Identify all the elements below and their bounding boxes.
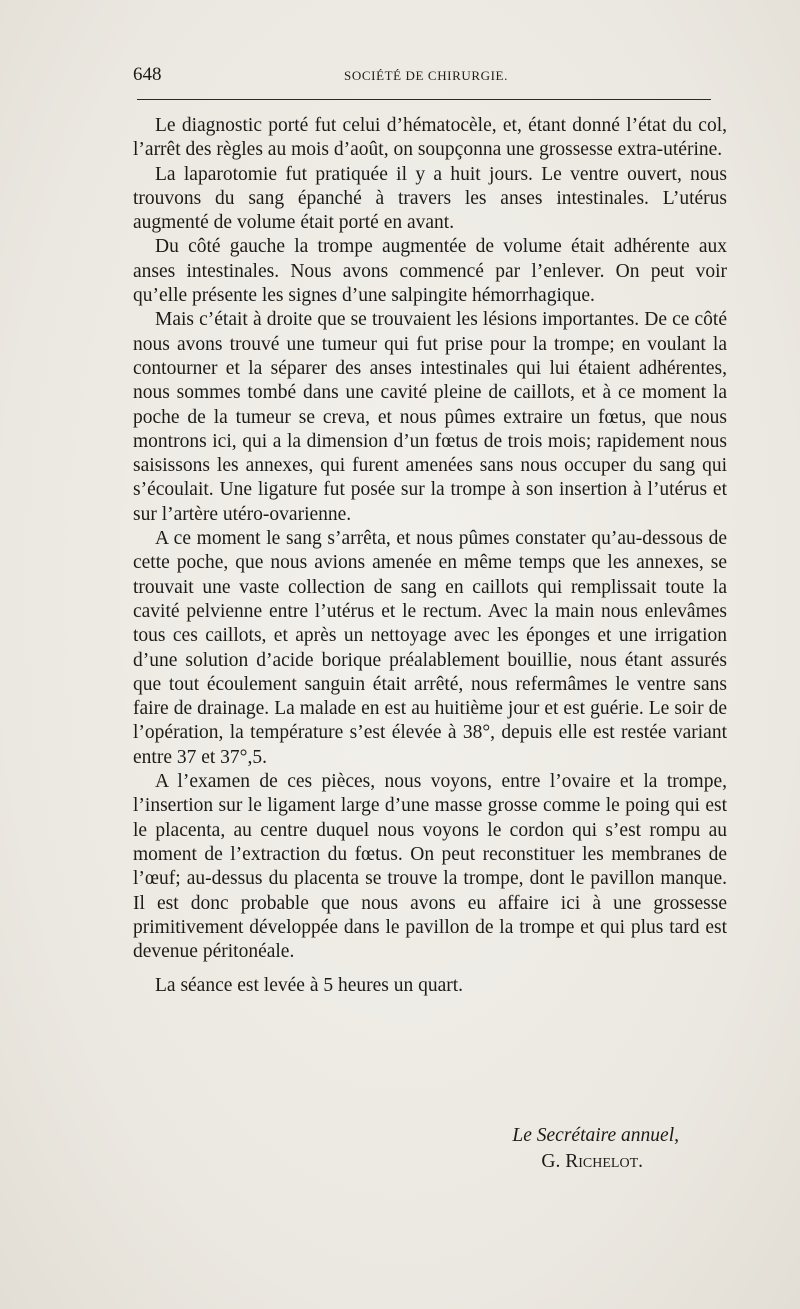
signature-role: Le Secrétaire annuel, bbox=[512, 1125, 679, 1146]
paragraph: Le diagnostic porté fut celui d’hématocèle, et, étant donné l’état du col, l’arrêt des règles au mois d’août, on soupçonna une grossesse extra-utérine. bbox=[133, 115, 727, 161]
paragraph: La laparotomie fut pratiquée il y a huit jours. Le ventre ouvert, nous trouvons du sang épanché à travers les anses intestinales. L’utérus augmenté de volume était porté en avant. bbox=[133, 163, 727, 234]
paragraph: Du côté gauche la trompe augmentée de volume était adhérente aux anses intestinales. Nous avons commencé par l’enlever. On peut voir qu’elle présente les signes d’une salpingite hémorrhagique. bbox=[133, 236, 727, 307]
paragraph: Mais c’était à droite que se trouvaient les lésions importantes. De ce côté nous avons trouvé une tumeur qui fut prise pour la trompe; en voulant la contourner et la séparer des anses intestinales qui lui étaient adhérentes, nous sommes tombé dans une cavité pleine de caillots, et à ce moment la poche de la tumeur se creva, et nous pûmes extraire un fœtus, que nous montrons ici, qui a la dimension d’un fœtus de trois mois; rapidement nous saisissons les annexes, qui furent amenées sans nous occuper du sang qui s’écoulait. Une ligature fut posée sur la trompe à son insertion à l’utérus et sur l’artère utéro-ovarienne. bbox=[133, 309, 727, 525]
signature-block bbox=[133, 1123, 679, 1175]
header-rule bbox=[137, 99, 711, 100]
closing-line: La séance est levée à 5 heures un quart. bbox=[155, 975, 464, 997]
paragraph: A ce moment le sang s’arrêta, et nous pûmes constater qu’au-dessous de cette poche, que nous avions amenée en même temps que les annexes, se trouvait une vaste collection de sang en caillots qui remplissait toute la cavité pelvienne entre l’utérus et le rectum. Avec la main nous enlevâmes tous ces caillots, et après un nettoyage avec les éponges et une irrigation d’une solution d’acide borique préalablement bouillie, nous étant assurés que tout écoulement sanguin était arrêté, nous refermâmes le ventre sans faire de drainage. La malade en est au huitième jour et est guérie. Le soir de l’opération, la température s’est élevée à 38°, depuis elle est restée variant entre 37 et 37°,5. bbox=[133, 528, 727, 768]
page-number: 648 bbox=[133, 64, 162, 85]
body-text bbox=[133, 114, 727, 999]
signature-name: G. Richelot. bbox=[541, 1151, 643, 1172]
running-head: SOCIÉTÉ DE CHIRURGIE. bbox=[344, 68, 508, 83]
paragraph: A l’examen de ces pièces, nous voyons, entre l’ovaire et la trompe, l’insertion sur le ligament large d’une masse grosse comme le poing qui est le placenta, au centre duquel nous voyons le cordon qui s’est rompu au moment de l’extraction du fœtus. On peut reconstituer les membranes de l’œuf; au-dessus du placenta se trouve la trompe, dont le pavillon manque. Il est donc probable que nous avons eu affaire ici à une grossesse primitivement développée dans le pavillon de la trompe et qui plus tard est devenue péritonéale. bbox=[133, 771, 727, 963]
page-header bbox=[133, 64, 719, 86]
